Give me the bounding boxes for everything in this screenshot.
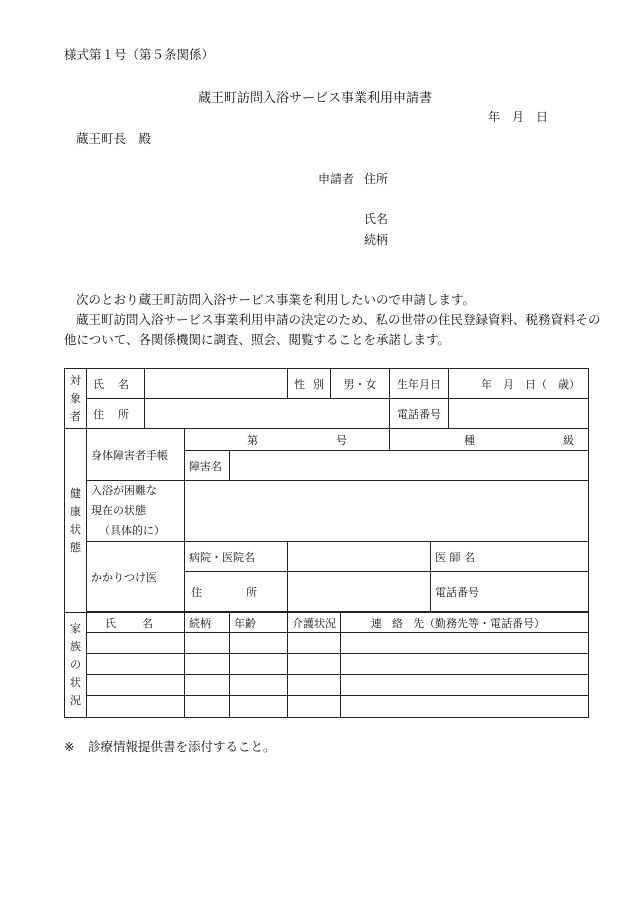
footnote: 診療情報提供書を添付すること。 [88, 739, 276, 754]
subject-row-1 [65, 369, 589, 399]
family-relation-cell[interactable] [185, 654, 230, 675]
subject-address-field[interactable] [145, 399, 390, 429]
consent-paragraph-1: 次のとおり蔵王町訪問入浴サービス事業を利用したいので申請します。 [76, 292, 476, 307]
family-age-cell[interactable] [230, 675, 288, 696]
family-contact-cell[interactable] [341, 675, 589, 696]
family-col-contact: 連 絡 先（勤務先等・電話番号） [341, 613, 589, 633]
doctor-phone-label: 電話番号 [431, 572, 589, 612]
family-row [65, 675, 589, 696]
subject-address-label: 住 所 [87, 399, 145, 429]
form-number: 様式第１号（第５条関係） [64, 47, 215, 62]
bathing-difficulty-label: 入浴が困難な 現在の状態 （具体的に） [87, 481, 185, 542]
doctor-address-label: 住 所 [185, 572, 288, 612]
family-care-cell[interactable] [288, 654, 341, 675]
family-contact-cell[interactable] [341, 696, 589, 718]
subject-name-label: 氏 名 [87, 369, 145, 399]
family-name-cell[interactable] [87, 633, 185, 654]
doctor-name-label: 医 師 名 [431, 542, 589, 572]
family-care-cell[interactable] [288, 675, 341, 696]
family-col-name: 氏 名 [87, 613, 185, 633]
disability-handbook-label: 身体障害者手帳 [87, 429, 185, 481]
subject-name-field[interactable] [145, 369, 288, 399]
health-row-1 [65, 429, 589, 451]
subject-birthdate-label: 生年月日 [390, 369, 449, 399]
subject-phone-field[interactable] [449, 399, 589, 429]
bathing-difficulty-field[interactable] [185, 481, 589, 542]
applicant-label: 申請者 [318, 172, 355, 186]
family-care-cell[interactable] [288, 696, 341, 718]
subject-header: 対 象 者 [65, 369, 87, 429]
family-col-age: 年齢 [230, 613, 288, 633]
doctor-address-field[interactable] [288, 572, 431, 612]
family-name-cell[interactable] [87, 654, 185, 675]
disability-name-field[interactable] [230, 451, 589, 481]
family-row [65, 654, 589, 675]
family-contact-cell[interactable] [341, 633, 589, 654]
applicant-name-label: 氏名 [364, 212, 389, 226]
family-name-cell[interactable] [87, 696, 185, 718]
family-name-cell[interactable] [87, 675, 185, 696]
subject-birthdate-field[interactable]: 年 月 日（ 歳） [449, 369, 589, 399]
family-doctor-label: かかりつけ医 [87, 542, 185, 612]
health-header: 健 康 状 態 [65, 429, 87, 613]
subject-row-2 [65, 399, 589, 429]
family-header-row [65, 613, 589, 633]
date-line: 年 月 日 [488, 110, 549, 124]
disability-name-label: 障害名 [185, 451, 230, 481]
footnote-mark: ※ [64, 739, 75, 754]
hospital-name-field[interactable] [288, 542, 431, 572]
applicant-relation-label: 続柄 [364, 233, 389, 247]
family-col-relation: 続柄 [185, 613, 230, 633]
addressee: 蔵王町長 殿 [76, 131, 152, 146]
health-row-3 [65, 481, 589, 542]
subject-gender-options[interactable]: 男・女 [331, 369, 390, 399]
family-relation-cell[interactable] [185, 696, 230, 718]
health-row-4 [65, 542, 589, 572]
family-relation-cell[interactable] [185, 633, 230, 654]
family-header: 家 族 の 状 況 [65, 613, 87, 718]
family-row [65, 696, 589, 718]
applicant-address-label: 住所 [364, 172, 389, 186]
family-col-care: 介護状況 [288, 613, 341, 633]
handbook-grade-field[interactable]: 種 級 [390, 429, 589, 451]
application-table [64, 368, 589, 718]
hospital-name-label: 病院・医院名 [185, 542, 288, 572]
family-row [65, 633, 589, 654]
subject-gender-label: 性 別 [288, 369, 331, 399]
handbook-number-field[interactable]: 第 号 [185, 429, 390, 451]
family-age-cell[interactable] [230, 633, 288, 654]
family-contact-cell[interactable] [341, 654, 589, 675]
family-age-cell[interactable] [230, 654, 288, 675]
subject-phone-label: 電話番号 [390, 399, 449, 429]
consent-paragraph-2: 蔵王町訪問入浴サービス事業利用申請の決定のため、私の世帯の住民登録資料、税務資料その他について、各関係機関に調査、照会、閲覧することを承諾します。 [64, 312, 601, 347]
document-title: 蔵王町訪問入浴サービス事業利用申請書 [197, 91, 432, 106]
family-age-cell[interactable] [230, 696, 288, 718]
family-relation-cell[interactable] [185, 675, 230, 696]
family-care-cell[interactable] [288, 633, 341, 654]
